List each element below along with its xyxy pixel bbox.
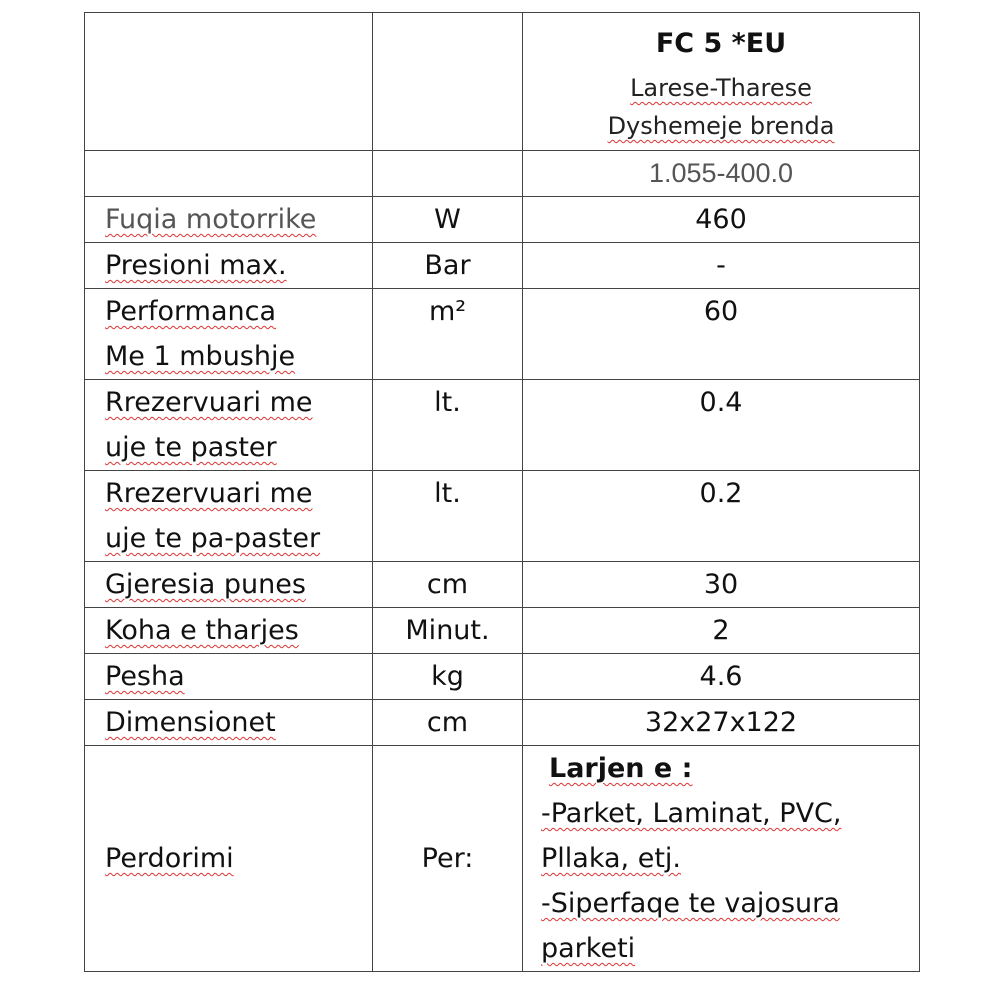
header-empty-2	[373, 13, 523, 151]
row-unit: m²	[373, 289, 523, 380]
spec-row-weight	[85, 654, 920, 700]
row-label	[85, 700, 373, 746]
code-row	[85, 151, 920, 197]
row-value: -	[523, 243, 920, 289]
code-empty-1	[85, 151, 373, 197]
spec-row-drying-time	[85, 608, 920, 654]
row-value: 2	[523, 608, 920, 654]
model-subtitle-2: Dyshemeje brenda	[607, 112, 835, 140]
row-value: 32x27x122	[523, 700, 920, 746]
usage-label	[85, 746, 373, 972]
row-label	[85, 608, 373, 654]
row-unit: W	[373, 197, 523, 243]
usage-line-4: -Siperfaqe te vajosura	[541, 888, 840, 919]
row-label-text: Gjeresia punes	[105, 569, 306, 600]
row-value: 30	[523, 562, 920, 608]
spec-row-dirty-tank	[85, 471, 920, 562]
row-label	[85, 243, 373, 289]
spec-row-width	[85, 562, 920, 608]
row-label-text: Presioni max.	[105, 250, 287, 281]
row-label-text: Koha e tharjes	[105, 615, 299, 646]
usage-line-5: parketi	[541, 933, 636, 964]
spec-row-clean-tank	[85, 380, 920, 471]
row-label-line-1: Rrezervuari me	[105, 387, 313, 418]
header-row	[85, 13, 920, 151]
code-empty-2	[373, 151, 523, 197]
spec-row-dimensions	[85, 700, 920, 746]
row-label-text: Fuqia motorrike	[105, 204, 317, 235]
row-label-line-2: uje te paster	[105, 432, 277, 463]
usage-label-text: Perdorimi	[105, 843, 234, 874]
spec-row-power	[85, 197, 920, 243]
model-title: FC 5 *EU	[655, 28, 787, 59]
usage-line-3: Pllaka, etj.	[541, 843, 681, 874]
row-unit: cm	[373, 700, 523, 746]
row-label-line-1: Performanca	[105, 296, 277, 327]
usage-row	[85, 746, 920, 972]
usage-description	[523, 746, 920, 972]
model-subtitle-1: Larese-Tharese	[630, 74, 812, 102]
row-unit: lt.	[373, 380, 523, 471]
header-model-cell	[523, 13, 920, 151]
row-value: 0.2	[523, 471, 920, 562]
row-label-line-1: Rrezervuari me	[105, 478, 313, 509]
row-label	[85, 471, 373, 562]
product-code: 1.055-400.0	[523, 151, 920, 197]
row-unit: cm	[373, 562, 523, 608]
spec-row-pressure	[85, 243, 920, 289]
row-label	[85, 197, 373, 243]
row-label	[85, 380, 373, 471]
spec-table	[84, 12, 920, 972]
row-label	[85, 654, 373, 700]
row-label-line-2: Me 1 mbushje	[105, 341, 296, 372]
usage-line-2: -Parket, Laminat, PVC,	[541, 798, 842, 829]
row-unit: kg	[373, 654, 523, 700]
usage-line-1: Larjen e :	[549, 753, 693, 784]
row-value: 4.6	[523, 654, 920, 700]
row-label-text: Pesha	[105, 661, 185, 692]
row-value: 0.4	[523, 380, 920, 471]
row-label-line-2: uje te pa-paster	[105, 523, 321, 554]
usage-unit: Per:	[373, 746, 523, 972]
row-label	[85, 289, 373, 380]
header-empty-1	[85, 13, 373, 151]
row-unit: Bar	[373, 243, 523, 289]
row-value: 460	[523, 197, 920, 243]
spec-row-performance	[85, 289, 920, 380]
row-label-text: Dimensionet	[105, 707, 276, 738]
row-label	[85, 562, 373, 608]
row-unit: lt.	[373, 471, 523, 562]
row-unit: Minut.	[373, 608, 523, 654]
row-value: 60	[523, 289, 920, 380]
